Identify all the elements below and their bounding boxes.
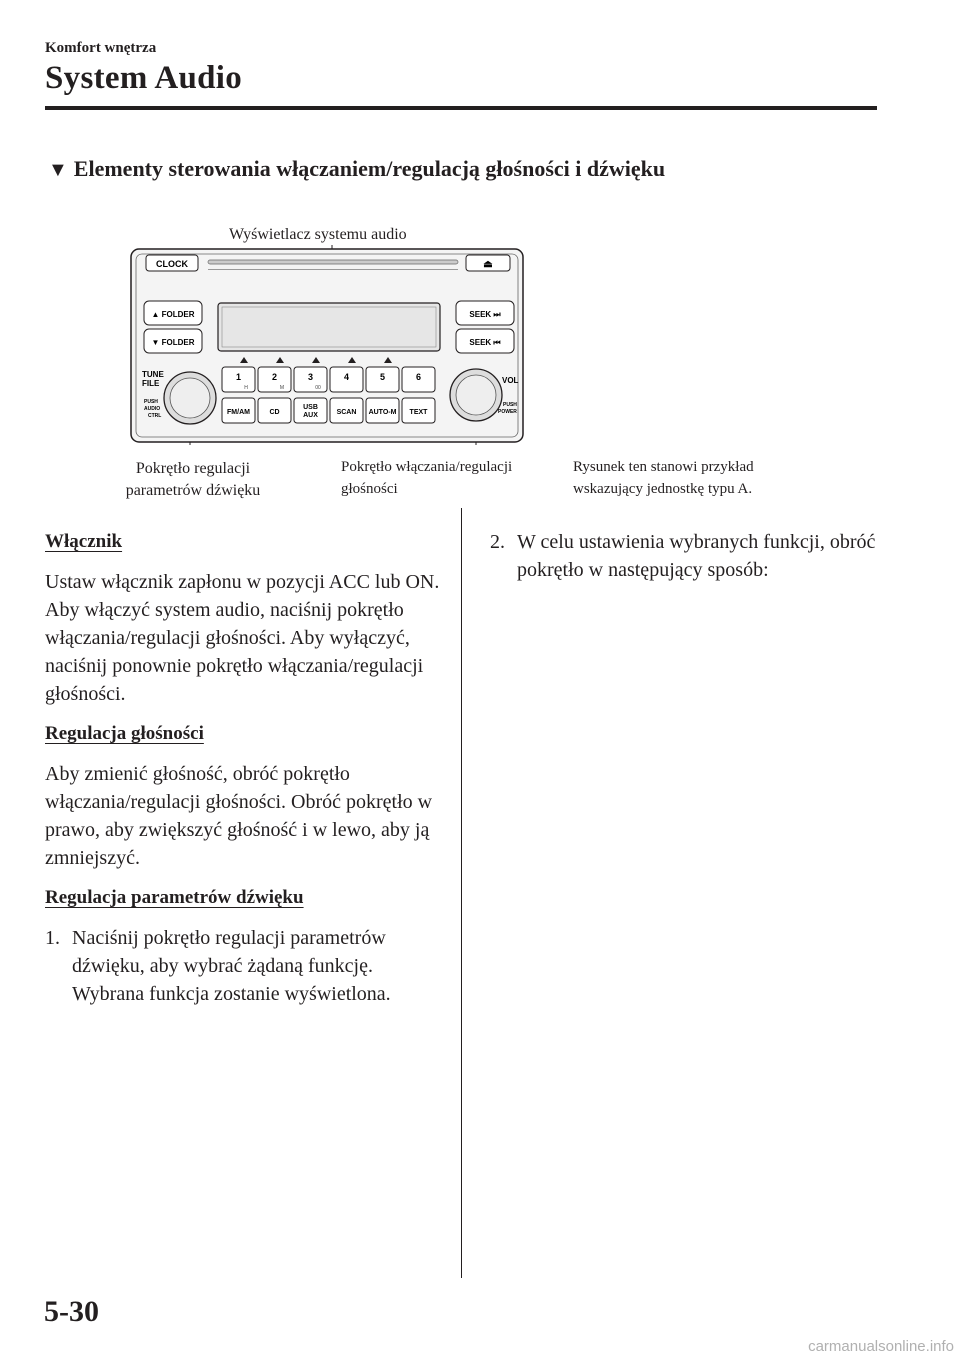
- push-power-label-2: POWER: [498, 409, 517, 415]
- eject-icon: ⏏: [483, 259, 493, 270]
- step-1-text: Naciśnij pokrętło regulacji parametrów dźwięku, aby wybrać żądaną funkcję. Wybrana funkcja zostanie wyświetlona.: [72, 927, 391, 1005]
- preset-sub-label: H: [244, 385, 248, 391]
- section-label: Komfort wnętrza: [45, 40, 157, 56]
- label-display: Wyświetlacz systemu audio: [229, 226, 407, 243]
- function-button-label: CD: [269, 409, 280, 416]
- subheading-volume: Regulacja głośności: [45, 723, 204, 744]
- vol-label: VOL: [502, 376, 519, 385]
- label-figure-note: [573, 456, 754, 500]
- function-button-label: USB: [303, 404, 318, 411]
- section-heading-text: Elementy sterowania włączaniem/regulacją głośności i dźwięku: [73, 156, 666, 181]
- preset-label-3: 3: [307, 372, 314, 382]
- preset-label-2: 2: [271, 372, 278, 382]
- function-button-label: FM/AM: [227, 409, 250, 416]
- subheading-power-switch: Włącznik: [45, 531, 123, 552]
- watermark: carmanualsonline.info: [808, 1338, 954, 1355]
- label-power-dial-line1: Pokrętło włączania/regulacji: [341, 459, 513, 475]
- folder-up-label: ▲ FOLDER: [151, 310, 195, 319]
- list-item-step-1: [45, 924, 445, 1008]
- label-power-dial-line2: głośności: [341, 481, 398, 497]
- preset-label-6: 6: [415, 372, 422, 382]
- preset-label-5: 5: [379, 372, 386, 382]
- paragraph-volume: Aby zmienić głośność, obróć pokrętło włączania/regulacji głośności. Obróć pokrętło w prawo, aby zwiększyć głośność i w lewo, aby ją zmniejszyć.: [45, 763, 433, 869]
- label-tone-dial: [108, 458, 278, 502]
- triangle-marker-icon: ▼: [48, 159, 68, 181]
- section-heading: [48, 156, 665, 182]
- column-divider: [461, 508, 462, 1278]
- push-audio-label-2: AUDIO: [144, 406, 161, 412]
- step-1-number: 1.: [45, 927, 60, 949]
- seek-down-label: SEEK ⏮: [469, 338, 501, 347]
- preset-label-1: 1: [235, 372, 242, 382]
- preset-sub-label: 00: [315, 385, 321, 391]
- step-2-text: W celu ustawienia wybranych funkcji, obróć pokrętło w następujący sposób:: [517, 531, 876, 581]
- right-column: [490, 528, 880, 584]
- label-power-dial: [341, 456, 512, 500]
- function-button-label: SCAN: [336, 409, 357, 416]
- tune-label: TUNE: [142, 370, 164, 379]
- push-audio-label-3: CTRL: [148, 413, 162, 419]
- subheading-tone: Regulacja parametrów dźwięku: [45, 887, 304, 908]
- label-tone-dial-line2: parametrów dźwięku: [125, 482, 261, 499]
- push-audio-label-1: PUSH: [144, 399, 158, 405]
- seek-up-label: SEEK ⏭: [469, 310, 501, 319]
- step-2-number: 2.: [490, 531, 505, 553]
- preset-label-4: 4: [343, 372, 350, 382]
- chapter-title: System Audio: [45, 60, 243, 96]
- left-column: [45, 528, 445, 1008]
- audio-unit-illustration: [130, 245, 524, 445]
- label-figure-note-line2: wskazujący jednostkę typu A.: [573, 481, 753, 497]
- clock-button-label: CLOCK: [156, 259, 188, 269]
- label-figure-note-line1: Rysunek ten stanowi przykład: [573, 459, 754, 475]
- preset-sub-label: M: [279, 385, 285, 391]
- function-button-label: AUTO-M: [368, 409, 397, 416]
- list-item-step-2: [490, 528, 880, 584]
- header-rule: [45, 106, 877, 110]
- folder-down-label: ▼ FOLDER: [151, 338, 195, 347]
- page-number: 5-30: [44, 1295, 99, 1328]
- function-button-label: AUX: [303, 412, 318, 419]
- file-label: FILE: [142, 379, 160, 388]
- push-power-label-1: PUSH: [503, 402, 517, 408]
- function-button-label: TEXT: [409, 409, 428, 416]
- label-tone-dial-line1: Pokrętło regulacji: [135, 460, 251, 477]
- paragraph-power-switch: Ustaw włącznik zapłonu w pozycji ACC lub ON. Aby włączyć system audio, naciśnij pokrętło włączania/regulacji głośności. Aby wyłączyć, naciśnij ponownie pokrętło włączania/regulacji głośności.: [45, 571, 440, 705]
